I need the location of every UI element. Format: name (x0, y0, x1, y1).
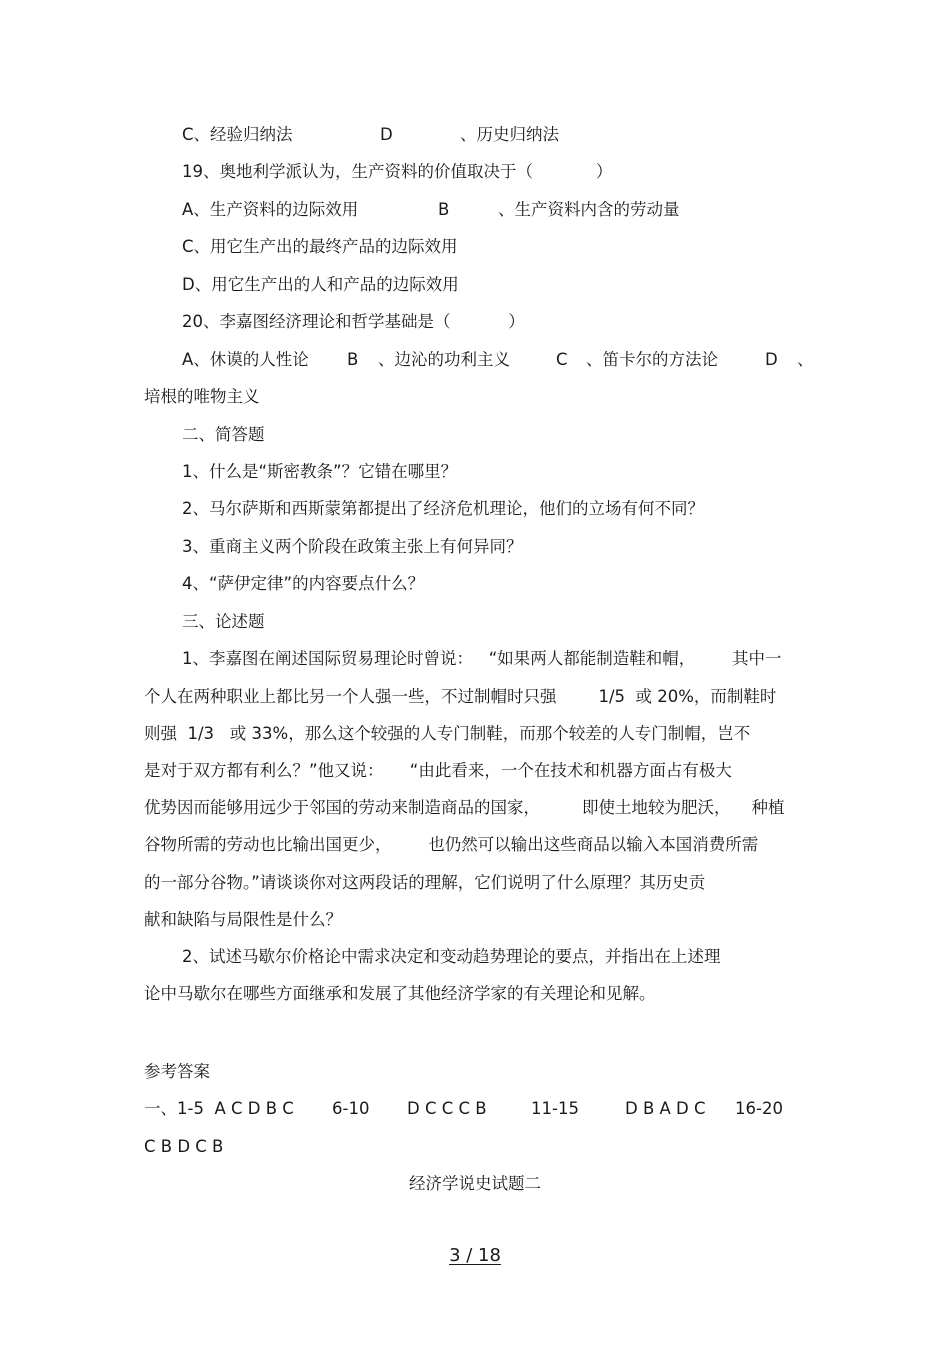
essay-q1-line: 献和缺陷与局限性是什么？ (144, 910, 342, 929)
answers-group-1: 一、1-5 A C D B C (144, 1099, 294, 1118)
q19-option-a: A、生产资料的边际效用 (182, 200, 359, 219)
answers-group-3: D B A D C (625, 1099, 706, 1118)
essay-q1-line: 优势因而能够用远少于邻国的劳动来制造商品的国家， 即使土地较为肥沃， 种植 (144, 798, 785, 817)
essay-q1-line: 个人在两种职业上都比另一个人强一些，不过制帽时只强 1/5 或 20%，而制鞋时 (144, 687, 777, 706)
short-answer-q2: 2、马尔萨斯和西斯蒙第都提出了经济危机理论，他们的立场有何不同？ (182, 499, 704, 518)
essay-q1-line: 1、李嘉图在阐述国际贸易理论时曾说： “如果两人都能制造鞋和帽， 其中一 (182, 649, 782, 668)
q20-option-b-text: 、边沁的功利主义 (378, 350, 510, 369)
answers-group-3-label: 11-15 (531, 1099, 579, 1118)
short-answer-q1: 1、什么是“斯密教条”？它错在哪里？ (182, 462, 458, 481)
essay-q2-line: 2、试述马歇尔价格论中需求决定和变动趋势理论的要点，并指出在上述理 (182, 947, 721, 966)
next-exam-title: 经济学说史试题二 (409, 1174, 541, 1193)
q20-option-d-letter: D (765, 350, 778, 369)
essay-q1-line: 的一部分谷物。”请谈谈你对这两段话的理解，它们说明了什么原理？其历史贡 (144, 873, 706, 892)
q20-stem: 20、李嘉图经济理论和哲学基础是（ ） (182, 312, 525, 331)
answers-group-2-label: 6-10 (332, 1099, 370, 1118)
section-heading-short-answer: 二、简答题 (182, 425, 265, 444)
answers-group-4-label: 16-20 (735, 1099, 783, 1118)
q19-option-c: C、用它生产出的最终产品的边际效用 (182, 237, 458, 256)
page-number-text: 3 / 18 (449, 1245, 501, 1266)
essay-q1-line: 谷物所需的劳动也比输出国更少， 也仍然可以输出这些商品以输入本国消费所需 (144, 835, 759, 854)
essay-q2-line: 论中马歇尔在哪些方面继承和发展了其他经济学家的有关理论和见解。 (144, 984, 656, 1003)
q18-option-d-letter: D (380, 125, 393, 144)
q20-option-d-separator: 、 (797, 350, 814, 369)
q18-option-c: C、经验归纳法 (182, 125, 293, 144)
q19-stem: 19、奥地利学派认为，生产资料的价值取决于（ ） (182, 162, 613, 181)
q19-option-b-text: 、生产资料内含的劳动量 (498, 200, 680, 219)
q20-option-c-text: 、笛卡尔的方法论 (586, 350, 718, 369)
q20-option-b-letter: B (347, 350, 359, 369)
q19-option-b-letter: B (438, 200, 450, 219)
essay-q1-line: 则强 1/3 或 33%，那么这个较强的人专门制鞋，而那个较差的人专门制帽，岂不 (144, 724, 751, 743)
page-number (0, 1244, 950, 1268)
q20-option-d-text: 培根的唯物主义 (144, 387, 260, 406)
q20-option-c-letter: C (556, 350, 568, 369)
q19-option-d: D、用它生产出的人和产品的边际效用 (182, 275, 459, 294)
answers-group-4: C B D C B (144, 1137, 224, 1156)
q18-option-d-text: 、历史归纳法 (460, 125, 559, 144)
answers-group-2: D C C C B (407, 1099, 487, 1118)
q20-option-a: A、休谟的人性论 (182, 350, 309, 369)
answers-heading: 参考答案 (144, 1062, 210, 1081)
short-answer-q4: 4、“萨伊定律”的内容要点什么？ (182, 574, 425, 593)
essay-q1-line: 是对于双方都有利么？”他又说： “由此看来，一个在技术和机器方面占有极大 (144, 761, 732, 780)
section-heading-essay: 三、论述题 (182, 612, 265, 631)
short-answer-q3: 3、重商主义两个阶段在政策主张上有何异同？ (182, 537, 523, 556)
